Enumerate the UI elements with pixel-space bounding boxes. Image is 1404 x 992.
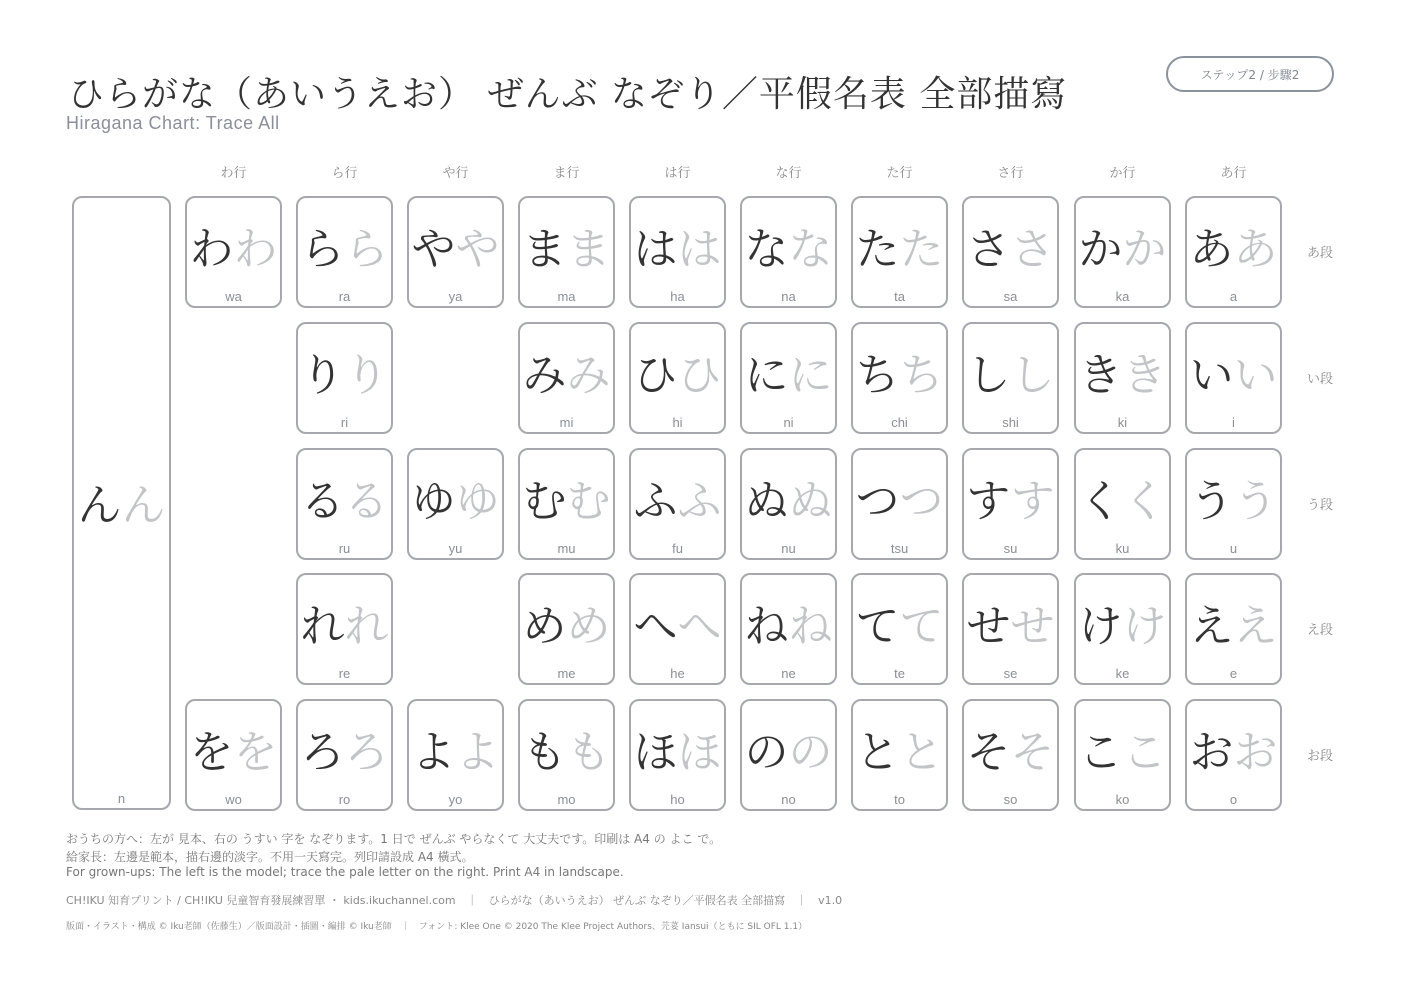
- kana-trace: し: [1010, 350, 1055, 401]
- kana-trace: そ: [1010, 727, 1055, 778]
- romaji-label: hi: [672, 415, 683, 430]
- romaji-label: n: [117, 791, 126, 806]
- kana-cell: [629, 448, 726, 560]
- kana-model: ら: [300, 224, 345, 275]
- kana-model: る: [300, 476, 345, 527]
- kana-trace: や: [455, 224, 500, 275]
- kana-trace: た: [899, 224, 944, 275]
- kana-cell: [1074, 699, 1171, 811]
- kana-model: や: [411, 224, 456, 275]
- kana-trace: き: [1122, 350, 1167, 401]
- kana-trace: せ: [1010, 601, 1055, 652]
- kana-cell: [962, 322, 1059, 434]
- kana-cell: [296, 196, 393, 308]
- kana-cell: [1185, 573, 1282, 685]
- kana-model: な: [744, 224, 789, 275]
- romaji-label: shi: [1002, 415, 1019, 430]
- note-chinese: 給家長：左邊是範本，描右邊的淡字。不用一天寫完。列印請設成 A4 橫式。: [66, 850, 474, 864]
- romaji-label: ro: [338, 792, 351, 807]
- kana-trace: け: [1122, 601, 1167, 652]
- kana-cell: [740, 322, 837, 434]
- kana-model: め: [522, 601, 567, 652]
- kana-trace: は: [677, 224, 722, 275]
- kana-model: む: [522, 476, 567, 527]
- kana-cell: [740, 196, 837, 308]
- romaji-label: te: [894, 666, 905, 681]
- romaji-label: ra: [338, 289, 351, 304]
- kana-trace: わ: [233, 224, 278, 275]
- romaji-label: su: [1003, 541, 1018, 556]
- kana-model: ぬ: [744, 476, 789, 527]
- romaji-label: ha: [670, 289, 685, 304]
- kana-cell: [1074, 322, 1171, 434]
- kana-trace: る: [344, 476, 389, 527]
- romaji-label: no: [781, 792, 796, 807]
- note-english: For grown-ups: The left is the model; trace the pale letter on the right. Print A4 in landscape.: [66, 865, 624, 879]
- kana-cell-n: [72, 196, 171, 810]
- romaji-label: ni: [783, 415, 794, 430]
- column-header: や行: [442, 166, 469, 181]
- romaji-label: mu: [557, 541, 576, 556]
- column-header: は行: [664, 166, 691, 181]
- kana-trace: ほ: [677, 727, 722, 778]
- column-header: あ行: [1220, 166, 1247, 181]
- romaji-label: he: [670, 666, 685, 681]
- kana-cell: [740, 573, 837, 685]
- row-header: あ段: [1306, 246, 1333, 261]
- kana-cell: [629, 573, 726, 685]
- kana-model: も: [522, 727, 567, 778]
- kana-model: ち: [855, 350, 900, 401]
- kana-model: み: [522, 350, 567, 401]
- kana-cell: [296, 573, 393, 685]
- kana-cell: [518, 322, 615, 434]
- romaji-label: se: [1003, 666, 1018, 681]
- kana-model: さ: [966, 224, 1011, 275]
- romaji-label: chi: [891, 415, 908, 430]
- romaji-label: ri: [340, 415, 349, 430]
- romaji-label: u: [1229, 541, 1238, 556]
- kana-trace: く: [1122, 476, 1167, 527]
- kana-cell: [1185, 196, 1282, 308]
- kana-trace: み: [566, 350, 611, 401]
- column-header: ま行: [553, 166, 580, 181]
- kana-trace: い: [1233, 350, 1278, 401]
- kana-trace: よ: [455, 727, 500, 778]
- kana-model: か: [1078, 224, 1123, 275]
- kana-trace: お: [1233, 727, 1278, 778]
- kana-cell: [518, 573, 615, 685]
- romaji-label: ku: [1115, 541, 1130, 556]
- kana-trace: ゆ: [455, 476, 500, 527]
- kana-model: ゆ: [411, 476, 456, 527]
- romaji-label: ko: [1115, 792, 1130, 807]
- romaji-label: to: [894, 792, 905, 807]
- romaji-label: ne: [781, 666, 796, 681]
- publisher-line: CH!IKU 知育プリント / CH!IKU 兒童智育發展練習單 ・ kids.ikuchannel.com ｜ ひらがな（あいうえお） ぜんぶ なぞり／平假名表 全部描寫 ｜ v1.0: [66, 894, 843, 907]
- column-header: ら行: [331, 166, 358, 181]
- kana-model: け: [1078, 601, 1123, 652]
- kana-trace: も: [566, 727, 611, 778]
- romaji-label: sa: [1003, 289, 1018, 304]
- kana-cell: [296, 448, 393, 560]
- kana-model: き: [1078, 350, 1123, 401]
- column-header: か行: [1109, 166, 1136, 181]
- kana-model: く: [1078, 476, 1123, 527]
- romaji-label: ki: [1117, 415, 1128, 430]
- kana-model: と: [855, 727, 900, 778]
- kana-cell: [962, 448, 1059, 560]
- kana-trace: む: [566, 476, 611, 527]
- kana-model: ね: [744, 601, 789, 652]
- kana-model: に: [744, 350, 789, 401]
- kana-trace: ち: [899, 350, 944, 401]
- kana-cell: [851, 322, 948, 434]
- romaji-label: re: [338, 666, 351, 681]
- romaji-label: a: [1229, 289, 1238, 304]
- romaji-label: ho: [670, 792, 685, 807]
- kana-model: う: [1189, 476, 1234, 527]
- romaji-label: wa: [225, 289, 242, 304]
- kana-model: よ: [411, 727, 456, 778]
- kana-trace: つ: [899, 476, 944, 527]
- kana-model: へ: [633, 601, 678, 652]
- row-header: い段: [1306, 372, 1333, 387]
- romaji-label: yu: [448, 541, 463, 556]
- kana-model: こ: [1078, 727, 1123, 778]
- romaji-label: ka: [1115, 289, 1130, 304]
- kana-trace: と: [899, 727, 944, 778]
- kana-cell: [1185, 322, 1282, 434]
- kana-cell: [851, 573, 948, 685]
- romaji-label: ta: [894, 289, 905, 304]
- kana-cell: [296, 699, 393, 811]
- kana-cell: [1074, 448, 1171, 560]
- kana-model: ふ: [633, 476, 678, 527]
- kana-trace: め: [566, 601, 611, 652]
- kana-trace: ふ: [677, 476, 722, 527]
- kana-model: ん: [77, 480, 122, 531]
- row-header: う段: [1306, 498, 1333, 513]
- kana-model: ほ: [633, 727, 678, 778]
- kana-model: せ: [966, 601, 1011, 652]
- kana-cell: [629, 322, 726, 434]
- kana-cell: [1074, 196, 1171, 308]
- romaji-label: mi: [559, 415, 574, 430]
- romaji-label: wo: [225, 792, 242, 807]
- kana-model: ろ: [300, 727, 345, 778]
- page-subtitle: Hiragana Chart: Trace All: [66, 113, 280, 133]
- kana-model: ま: [522, 224, 567, 275]
- kana-cell: [185, 699, 282, 811]
- kana-model: し: [966, 350, 1011, 401]
- kana-cell: [740, 448, 837, 560]
- romaji-label: na: [781, 289, 796, 304]
- kana-model: あ: [1189, 224, 1234, 275]
- romaji-label: yo: [448, 792, 463, 807]
- kana-trace: て: [899, 601, 944, 652]
- kana-model: え: [1189, 601, 1234, 652]
- credits-line: 版面・イラスト・構成 © Iku老師（佐藤生）／版面設計・插圖・編排 © Iku老師 ｜ フォント: Klee One © 2020 The Klee Project Authors、芫荽 Iansui（ともに SIL OFL 1.1）: [66, 922, 808, 932]
- kana-trace: ね: [788, 601, 833, 652]
- kana-cell: [851, 196, 948, 308]
- kana-model: お: [1189, 727, 1234, 778]
- romaji-label: tsu: [890, 541, 909, 556]
- romaji-label: ru: [338, 541, 351, 556]
- kana-trace: ぬ: [788, 476, 833, 527]
- kana-model: を: [189, 727, 234, 778]
- kana-cell: [629, 196, 726, 308]
- kana-model: の: [744, 727, 789, 778]
- kana-model: た: [855, 224, 900, 275]
- kana-cell: [1185, 699, 1282, 811]
- kana-trace: の: [788, 727, 833, 778]
- row-header: お段: [1306, 749, 1333, 764]
- kana-cell: [1074, 573, 1171, 685]
- kana-model: は: [633, 224, 678, 275]
- romaji-label: e: [1229, 666, 1238, 681]
- kana-cell: [851, 448, 948, 560]
- kana-cell: [407, 196, 504, 308]
- kana-trace: か: [1122, 224, 1167, 275]
- kana-model: て: [855, 601, 900, 652]
- column-header: な行: [775, 166, 802, 181]
- kana-trace: を: [233, 727, 278, 778]
- row-header: え段: [1306, 623, 1333, 638]
- kana-trace: あ: [1233, 224, 1278, 275]
- kana-cell: [518, 448, 615, 560]
- romaji-label: so: [1003, 792, 1018, 807]
- kana-model: そ: [966, 727, 1011, 778]
- kana-trace: へ: [677, 601, 722, 652]
- kana-cell: [962, 699, 1059, 811]
- kana-model: い: [1189, 350, 1234, 401]
- kana-cell: [629, 699, 726, 811]
- step-badge: ステップ2 / 步驟2: [1166, 56, 1334, 92]
- kana-trace: う: [1233, 476, 1278, 527]
- kana-model: れ: [300, 601, 345, 652]
- romaji-label: mo: [557, 792, 576, 807]
- kana-cell: [296, 322, 393, 434]
- romaji-label: ke: [1115, 666, 1130, 681]
- kana-model: わ: [189, 224, 234, 275]
- romaji-label: ma: [557, 289, 576, 304]
- kana-trace: え: [1233, 601, 1278, 652]
- romaji-label: fu: [672, 541, 683, 556]
- romaji-label: i: [1232, 415, 1235, 430]
- kana-trace: ん: [121, 480, 166, 531]
- kana-trace: こ: [1122, 727, 1167, 778]
- kana-model: り: [300, 350, 345, 401]
- kana-cell: [407, 448, 504, 560]
- romaji-label: nu: [781, 541, 796, 556]
- kana-model: す: [966, 476, 1011, 527]
- kana-cell: [518, 196, 615, 308]
- kana-model: ひ: [633, 350, 678, 401]
- kana-cell: [962, 573, 1059, 685]
- kana-trace: に: [788, 350, 833, 401]
- kana-trace: す: [1010, 476, 1055, 527]
- kana-trace: ら: [344, 224, 389, 275]
- kana-cell: [962, 196, 1059, 308]
- kana-trace: り: [344, 350, 389, 401]
- kana-model: つ: [855, 476, 900, 527]
- kana-trace: な: [788, 224, 833, 275]
- column-header: さ行: [997, 166, 1024, 181]
- kana-cell: [1185, 448, 1282, 560]
- romaji-label: ya: [448, 289, 463, 304]
- romaji-label: o: [1229, 792, 1238, 807]
- romaji-label: me: [557, 666, 576, 681]
- kana-trace: れ: [344, 601, 389, 652]
- note-japanese: おうちの方へ：左が 見本、右の うすい 字を なぞります。1 日で ぜんぶ やらなくて 大丈夫です。印刷は A4 の よこ で。: [66, 832, 722, 846]
- kana-cell: [740, 699, 837, 811]
- kana-cell: [518, 699, 615, 811]
- page-title: ひらがな（あいうえお） ぜんぶ なぞり／平假名表 全部描寫: [68, 74, 1068, 115]
- kana-trace: さ: [1010, 224, 1055, 275]
- kana-trace: ろ: [344, 727, 389, 778]
- kana-trace: ま: [566, 224, 611, 275]
- kana-cell: [851, 699, 948, 811]
- column-header: わ行: [220, 166, 247, 181]
- column-header: た行: [886, 166, 913, 181]
- kana-trace: ひ: [677, 350, 722, 401]
- kana-cell: [185, 196, 282, 308]
- kana-cell: [407, 699, 504, 811]
